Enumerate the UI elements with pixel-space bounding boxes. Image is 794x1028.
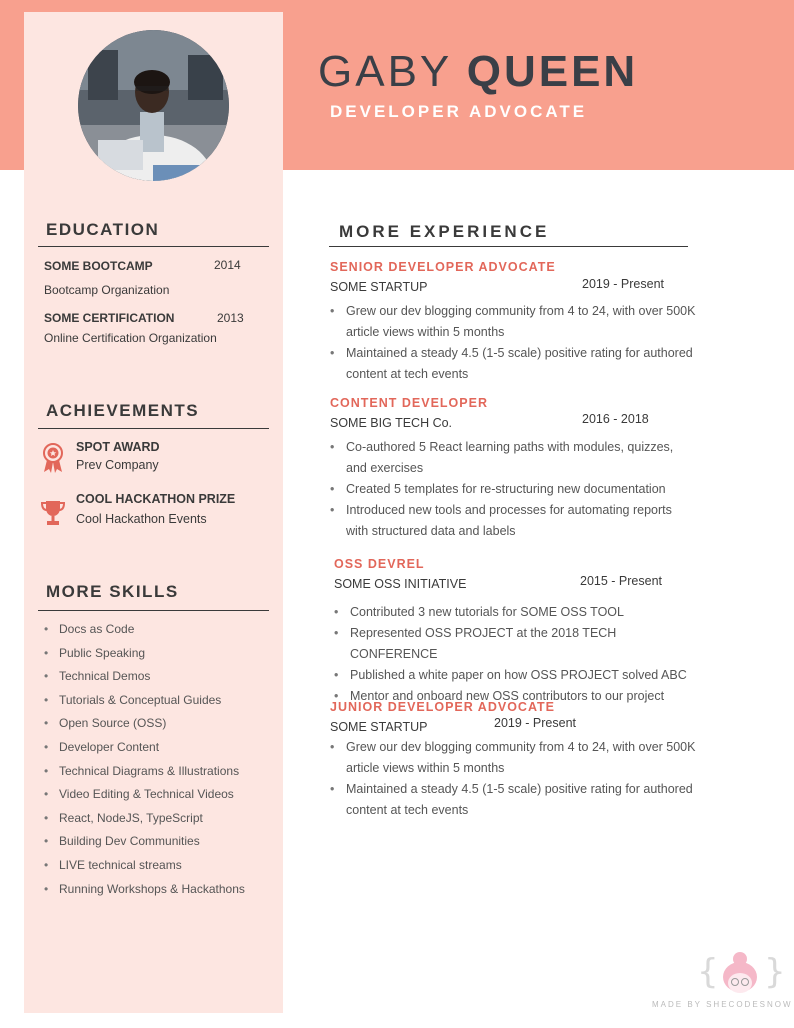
education-name-2: SOME CERTIFICATION (44, 311, 175, 325)
education-org-2: Online Certification Organization (44, 331, 217, 345)
job-company: SOME OSS INITIATIVE (334, 577, 467, 591)
job-title: CONTENT DEVELOPER (330, 396, 488, 410)
job-company: SOME BIG TECH Co. (330, 416, 453, 430)
job-entry-1 (330, 257, 696, 385)
job-company: SOME STARTUP (330, 720, 428, 734)
job-bullet: • Created 5 templates for re-structuring new documentation (330, 479, 696, 500)
skill-item: • Docs as Code (44, 622, 245, 646)
job-bullet: • Represented OSS PROJECT at the 2018 TECH CONFERENCE (334, 623, 700, 665)
experience-heading: MORE EXPERIENCE (339, 222, 550, 241)
first-name: GABY (318, 47, 452, 96)
candidate-name (318, 47, 639, 96)
job-bullets (330, 737, 696, 821)
experience-divider (329, 246, 688, 247)
watermark-text: MADE BY SHECODESNOW (652, 1000, 793, 1009)
education-divider (38, 246, 269, 247)
achievement-subtitle-1: Prev Company (76, 458, 159, 472)
skills-divider (38, 610, 269, 611)
job-company: SOME STARTUP (330, 280, 428, 294)
last-name: QUEEN (466, 47, 639, 96)
job-title: SENIOR DEVELOPER ADVOCATE (330, 260, 556, 274)
svg-text:{: { (697, 952, 719, 992)
skill-item: • Tutorials & Conceptual Guides (44, 693, 245, 717)
award-ribbon-icon (40, 442, 66, 472)
skill-item: • LIVE technical streams (44, 858, 245, 882)
skill-item: • React, NodeJS, TypeScript (44, 811, 245, 835)
achievements-divider (38, 428, 269, 429)
skill-item: • Technical Demos (44, 669, 245, 693)
job-dates: 2016 - 2018 (582, 412, 649, 426)
education-year-2: 2013 (217, 311, 244, 325)
education-org-1: Bootcamp Organization (44, 283, 170, 297)
svg-text:}: } (764, 952, 786, 992)
achievement-title-2: COOL HACKATHON PRIZE (76, 492, 236, 506)
job-bullet: • Maintained a steady 4.5 (1-5 scale) positive rating for authored content at tech events (330, 779, 696, 821)
job-bullet: • Grew our dev blogging community from 4 to 24, with over 500K article views within 5 months (330, 301, 696, 343)
achievement-subtitle-2: Cool Hackathon Events (76, 512, 207, 526)
skill-item: • Building Dev Communities (44, 834, 245, 858)
job-bullet: • Co-authored 5 React learning paths with modules, quizzes, and exercises (330, 437, 696, 479)
education-heading: EDUCATION (46, 220, 160, 239)
skills-heading: MORE SKILLS (46, 582, 179, 601)
job-bullets (330, 437, 696, 542)
job-entry-3 (334, 554, 700, 707)
trophy-icon (40, 499, 66, 529)
education-year-1: 2014 (214, 258, 241, 272)
skill-item: • Developer Content (44, 740, 245, 764)
skills-list (44, 622, 245, 905)
job-bullets (330, 301, 696, 385)
job-entry-2 (330, 393, 696, 542)
job-bullet: • Mentor and onboard new OSS contributors to our project (334, 686, 700, 707)
job-dates: 2019 - Present (494, 716, 576, 730)
job-dates: 2019 - Present (582, 277, 664, 291)
job-bullet: • Maintained a steady 4.5 (1-5 scale) positive rating for authored content at tech events (330, 343, 696, 385)
job-title: OSS DEVREL (334, 557, 425, 571)
profile-photo (78, 30, 229, 181)
skill-item: • Technical Diagrams & Illustrations (44, 764, 245, 788)
job-bullet: • Grew our dev blogging community from 4 to 24, with over 500K article views within 5 months (330, 737, 696, 779)
achievements-heading: ACHIEVEMENTS (46, 401, 200, 420)
candidate-title: DEVELOPER ADVOCATE (330, 102, 588, 121)
job-bullet: • Introduced new tools and processes for automating reports with structured data and labels (330, 500, 696, 542)
skill-item: • Video Editing & Technical Videos (44, 787, 245, 811)
skill-item: • Open Source (OSS) (44, 716, 245, 740)
job-dates: 2015 - Present (580, 574, 662, 588)
job-bullet: • Published a white paper on how OSS PROJECT solved ABC (334, 665, 700, 686)
job-title: JUNIOR DEVELOPER ADVOCATE (330, 700, 556, 714)
skill-item: • Running Workshops & Hackathons (44, 882, 245, 906)
skill-item: • Public Speaking (44, 646, 245, 670)
job-bullet: • Contributed 3 new tutorials for SOME OSS TOOL (334, 602, 700, 623)
job-bullets (334, 602, 700, 707)
achievement-title-1: SPOT AWARD (76, 440, 160, 454)
education-name-1: SOME BOOTCAMP (44, 259, 153, 273)
job-entry-4 (330, 697, 696, 821)
